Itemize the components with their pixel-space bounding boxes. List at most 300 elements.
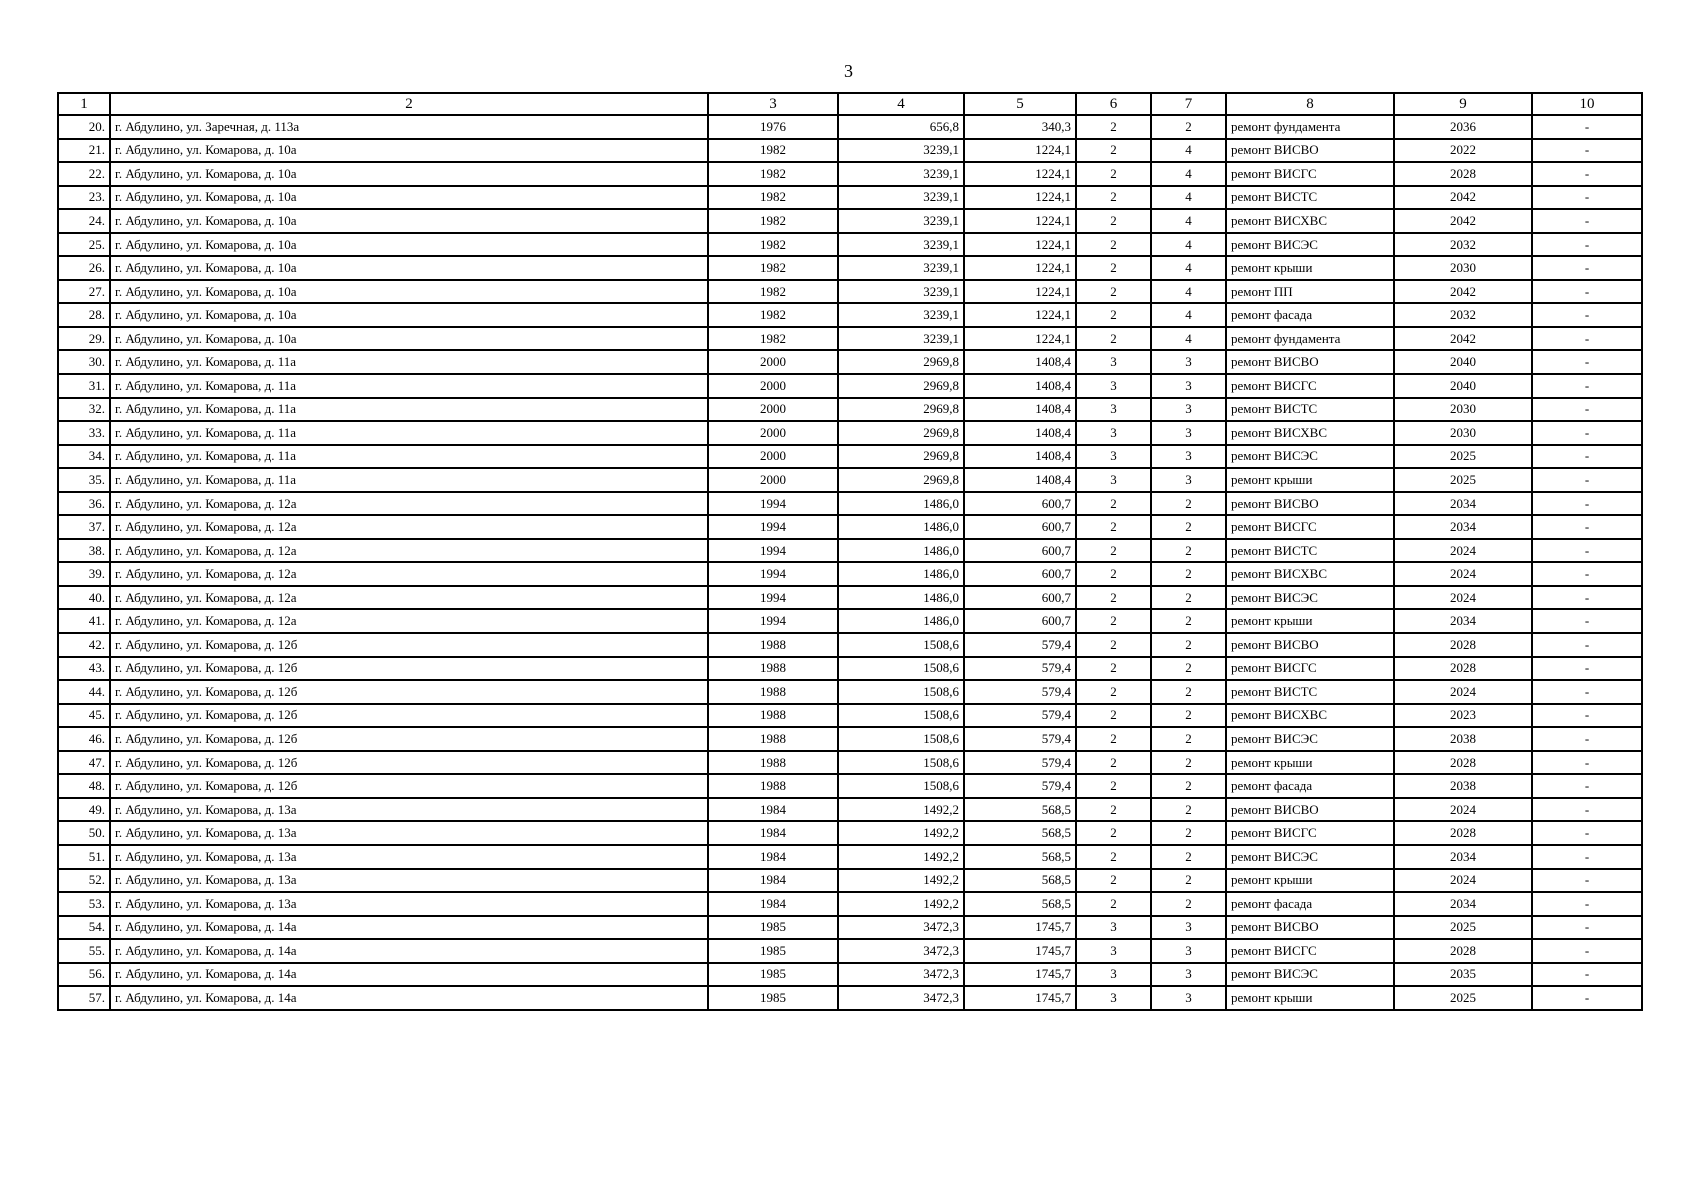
work-type-cell: ремонт ВИСВО [1226, 492, 1394, 516]
living-area-cell: 1408,4 [964, 468, 1076, 492]
living-area-cell: 600,7 [964, 515, 1076, 539]
table-row [58, 515, 1642, 539]
total-area-cell: 3472,3 [838, 986, 964, 1010]
table-row [58, 892, 1642, 916]
work-type-cell: ремонт крыши [1226, 468, 1394, 492]
row-number-cell: 54. [58, 916, 110, 940]
entrances-cell: 4 [1151, 280, 1226, 304]
planned-year-cell: 2034 [1394, 609, 1532, 633]
row-number-cell: 26. [58, 256, 110, 280]
entrances-cell: 4 [1151, 139, 1226, 163]
address-cell: г. Абдулино, ул. Комарова, д. 12б [110, 633, 708, 657]
living-area-cell: 579,4 [964, 633, 1076, 657]
row-number-cell: 55. [58, 939, 110, 963]
row-number-cell: 22. [58, 162, 110, 186]
note-cell: - [1532, 445, 1642, 469]
year-built-cell: 2000 [708, 468, 838, 492]
year-built-cell: 1988 [708, 751, 838, 775]
address-cell: г. Абдулино, ул. Комарова, д. 13а [110, 821, 708, 845]
year-built-cell: 1994 [708, 492, 838, 516]
note-cell: - [1532, 468, 1642, 492]
table-row [58, 963, 1642, 987]
floors-cell: 3 [1076, 939, 1151, 963]
entrances-cell: 2 [1151, 115, 1226, 139]
address-cell: г. Абдулино, ул. Комарова, д. 10а [110, 327, 708, 351]
note-cell: - [1532, 774, 1642, 798]
column-header: 2 [110, 93, 708, 115]
row-number-cell: 37. [58, 515, 110, 539]
row-number-cell: 48. [58, 774, 110, 798]
floors-cell: 3 [1076, 350, 1151, 374]
total-area-cell: 1492,2 [838, 821, 964, 845]
year-built-cell: 1984 [708, 821, 838, 845]
row-number-cell: 44. [58, 680, 110, 704]
entrances-cell: 2 [1151, 515, 1226, 539]
address-cell: г. Абдулино, ул. Комарова, д. 10а [110, 256, 708, 280]
address-cell: г. Абдулино, ул. Комарова, д. 10а [110, 209, 708, 233]
planned-year-cell: 2028 [1394, 633, 1532, 657]
planned-year-cell: 2024 [1394, 869, 1532, 893]
floors-cell: 2 [1076, 280, 1151, 304]
planned-year-cell: 2025 [1394, 916, 1532, 940]
column-header: 1 [58, 93, 110, 115]
entrances-cell: 2 [1151, 586, 1226, 610]
year-built-cell: 1982 [708, 162, 838, 186]
planned-year-cell: 2035 [1394, 963, 1532, 987]
note-cell: - [1532, 186, 1642, 210]
total-area-cell: 1508,6 [838, 704, 964, 728]
floors-cell: 2 [1076, 657, 1151, 681]
address-cell: г. Абдулино, ул. Комарова, д. 10а [110, 186, 708, 210]
address-cell: г. Абдулино, ул. Комарова, д. 14а [110, 986, 708, 1010]
floors-cell: 2 [1076, 515, 1151, 539]
living-area-cell: 579,4 [964, 727, 1076, 751]
row-number-cell: 28. [58, 303, 110, 327]
address-cell: г. Абдулино, ул. Комарова, д. 12б [110, 751, 708, 775]
planned-year-cell: 2028 [1394, 939, 1532, 963]
year-built-cell: 1985 [708, 963, 838, 987]
year-built-cell: 1982 [708, 327, 838, 351]
work-type-cell: ремонт ВИСГС [1226, 657, 1394, 681]
living-area-cell: 1408,4 [964, 445, 1076, 469]
table-row [58, 609, 1642, 633]
table-row [58, 374, 1642, 398]
living-area-cell: 1224,1 [964, 162, 1076, 186]
total-area-cell: 3239,1 [838, 303, 964, 327]
year-built-cell: 1988 [708, 633, 838, 657]
living-area-cell: 1408,4 [964, 350, 1076, 374]
living-area-cell: 1745,7 [964, 939, 1076, 963]
living-area-cell: 1224,1 [964, 280, 1076, 304]
table-row [58, 327, 1642, 351]
total-area-cell: 3239,1 [838, 280, 964, 304]
total-area-cell: 3239,1 [838, 327, 964, 351]
entrances-cell: 4 [1151, 233, 1226, 257]
living-area-cell: 1745,7 [964, 916, 1076, 940]
total-area-cell: 2969,8 [838, 350, 964, 374]
floors-cell: 3 [1076, 445, 1151, 469]
work-type-cell: ремонт ВИСХВС [1226, 704, 1394, 728]
table-row [58, 586, 1642, 610]
address-cell: г. Абдулино, ул. Комарова, д. 12б [110, 774, 708, 798]
address-cell: г. Абдулино, ул. Комарова, д. 10а [110, 162, 708, 186]
table-row [58, 209, 1642, 233]
table-row [58, 562, 1642, 586]
total-area-cell: 3239,1 [838, 162, 964, 186]
total-area-cell: 1492,2 [838, 892, 964, 916]
total-area-cell: 1486,0 [838, 609, 964, 633]
address-cell: г. Абдулино, ул. Комарова, д. 12б [110, 680, 708, 704]
planned-year-cell: 2025 [1394, 468, 1532, 492]
work-type-cell: ремонт ВИСЭС [1226, 845, 1394, 869]
note-cell: - [1532, 963, 1642, 987]
note-cell: - [1532, 609, 1642, 633]
address-cell: г. Абдулино, ул. Комарова, д. 12б [110, 727, 708, 751]
entrances-cell: 2 [1151, 704, 1226, 728]
floors-cell: 3 [1076, 374, 1151, 398]
note-cell: - [1532, 751, 1642, 775]
total-area-cell: 2969,8 [838, 398, 964, 422]
entrances-cell: 4 [1151, 327, 1226, 351]
address-cell: г. Абдулино, ул. Заречная, д. 113а [110, 115, 708, 139]
planned-year-cell: 2034 [1394, 892, 1532, 916]
planned-year-cell: 2022 [1394, 139, 1532, 163]
repair-schedule-table [57, 92, 1643, 1011]
address-cell: г. Абдулино, ул. Комарова, д. 12а [110, 562, 708, 586]
living-area-cell: 579,4 [964, 704, 1076, 728]
row-number-cell: 56. [58, 963, 110, 987]
work-type-cell: ремонт ВИСТС [1226, 539, 1394, 563]
column-header: 5 [964, 93, 1076, 115]
address-cell: г. Абдулино, ул. Комарова, д. 14а [110, 916, 708, 940]
total-area-cell: 3239,1 [838, 209, 964, 233]
work-type-cell: ремонт ВИСГС [1226, 939, 1394, 963]
address-cell: г. Абдулино, ул. Комарова, д. 12б [110, 657, 708, 681]
year-built-cell: 1994 [708, 515, 838, 539]
year-built-cell: 1982 [708, 209, 838, 233]
living-area-cell: 568,5 [964, 798, 1076, 822]
row-number-cell: 51. [58, 845, 110, 869]
column-header: 6 [1076, 93, 1151, 115]
note-cell: - [1532, 821, 1642, 845]
table-row [58, 303, 1642, 327]
entrances-cell: 3 [1151, 398, 1226, 422]
work-type-cell: ремонт ВИСГС [1226, 374, 1394, 398]
planned-year-cell: 2028 [1394, 162, 1532, 186]
floors-cell: 2 [1076, 139, 1151, 163]
address-cell: г. Абдулино, ул. Комарова, д. 13а [110, 892, 708, 916]
floors-cell: 2 [1076, 327, 1151, 351]
address-cell: г. Абдулино, ул. Комарова, д. 11а [110, 421, 708, 445]
year-built-cell: 2000 [708, 421, 838, 445]
note-cell: - [1532, 209, 1642, 233]
planned-year-cell: 2028 [1394, 657, 1532, 681]
row-number-cell: 35. [58, 468, 110, 492]
table-row [58, 186, 1642, 210]
total-area-cell: 1486,0 [838, 586, 964, 610]
entrances-cell: 2 [1151, 869, 1226, 893]
work-type-cell: ремонт ВИСВО [1226, 633, 1394, 657]
work-type-cell: ремонт ВИСВО [1226, 916, 1394, 940]
total-area-cell: 2969,8 [838, 421, 964, 445]
row-number-cell: 39. [58, 562, 110, 586]
living-area-cell: 579,4 [964, 657, 1076, 681]
column-header: 10 [1532, 93, 1642, 115]
total-area-cell: 1508,6 [838, 727, 964, 751]
row-number-cell: 40. [58, 586, 110, 610]
living-area-cell: 600,7 [964, 586, 1076, 610]
work-type-cell: ремонт фундамента [1226, 327, 1394, 351]
floors-cell: 2 [1076, 751, 1151, 775]
total-area-cell: 1508,6 [838, 633, 964, 657]
work-type-cell: ремонт ВИСХВС [1226, 209, 1394, 233]
work-type-cell: ремонт ВИСВО [1226, 798, 1394, 822]
table-row [58, 845, 1642, 869]
floors-cell: 3 [1076, 963, 1151, 987]
work-type-cell: ремонт фасада [1226, 303, 1394, 327]
entrances-cell: 3 [1151, 939, 1226, 963]
table-row [58, 492, 1642, 516]
floors-cell: 2 [1076, 539, 1151, 563]
address-cell: г. Абдулино, ул. Комарова, д. 13а [110, 798, 708, 822]
work-type-cell: ремонт ВИСХВС [1226, 421, 1394, 445]
address-cell: г. Абдулино, ул. Комарова, д. 12а [110, 609, 708, 633]
work-type-cell: ремонт ВИСТС [1226, 398, 1394, 422]
year-built-cell: 2000 [708, 350, 838, 374]
entrances-cell: 2 [1151, 774, 1226, 798]
column-header: 8 [1226, 93, 1394, 115]
year-built-cell: 1976 [708, 115, 838, 139]
work-type-cell: ремонт фасада [1226, 892, 1394, 916]
table-row [58, 680, 1642, 704]
row-number-cell: 57. [58, 986, 110, 1010]
row-number-cell: 41. [58, 609, 110, 633]
work-type-cell: ремонт ВИСЭС [1226, 727, 1394, 751]
total-area-cell: 1486,0 [838, 539, 964, 563]
note-cell: - [1532, 986, 1642, 1010]
table-row [58, 115, 1642, 139]
note-cell: - [1532, 939, 1642, 963]
table-row [58, 916, 1642, 940]
entrances-cell: 4 [1151, 209, 1226, 233]
entrances-cell: 2 [1151, 751, 1226, 775]
year-built-cell: 1982 [708, 186, 838, 210]
total-area-cell: 656,8 [838, 115, 964, 139]
note-cell: - [1532, 303, 1642, 327]
living-area-cell: 579,4 [964, 774, 1076, 798]
address-cell: г. Абдулино, ул. Комарова, д. 10а [110, 139, 708, 163]
planned-year-cell: 2024 [1394, 680, 1532, 704]
entrances-cell: 2 [1151, 492, 1226, 516]
year-built-cell: 1988 [708, 727, 838, 751]
entrances-cell: 4 [1151, 162, 1226, 186]
total-area-cell: 2969,8 [838, 445, 964, 469]
floors-cell: 2 [1076, 492, 1151, 516]
year-built-cell: 2000 [708, 445, 838, 469]
planned-year-cell: 2024 [1394, 586, 1532, 610]
note-cell: - [1532, 892, 1642, 916]
planned-year-cell: 2034 [1394, 845, 1532, 869]
entrances-cell: 2 [1151, 562, 1226, 586]
floors-cell: 2 [1076, 562, 1151, 586]
address-cell: г. Абдулино, ул. Комарова, д. 11а [110, 398, 708, 422]
address-cell: г. Абдулино, ул. Комарова, д. 11а [110, 350, 708, 374]
note-cell: - [1532, 280, 1642, 304]
entrances-cell: 2 [1151, 845, 1226, 869]
planned-year-cell: 2042 [1394, 186, 1532, 210]
floors-cell: 3 [1076, 398, 1151, 422]
note-cell: - [1532, 539, 1642, 563]
table-row [58, 727, 1642, 751]
living-area-cell: 600,7 [964, 609, 1076, 633]
entrances-cell: 2 [1151, 821, 1226, 845]
note-cell: - [1532, 845, 1642, 869]
table-row [58, 657, 1642, 681]
table-row [58, 798, 1642, 822]
floors-cell: 2 [1076, 303, 1151, 327]
entrances-cell: 2 [1151, 633, 1226, 657]
floors-cell: 3 [1076, 916, 1151, 940]
total-area-cell: 2969,8 [838, 468, 964, 492]
table-row [58, 751, 1642, 775]
row-number-cell: 38. [58, 539, 110, 563]
planned-year-cell: 2028 [1394, 821, 1532, 845]
planned-year-cell: 2042 [1394, 327, 1532, 351]
table-row [58, 350, 1642, 374]
work-type-cell: ремонт фундамента [1226, 115, 1394, 139]
total-area-cell: 1486,0 [838, 492, 964, 516]
address-cell: г. Абдулино, ул. Комарова, д. 11а [110, 445, 708, 469]
table-row [58, 869, 1642, 893]
note-cell: - [1532, 515, 1642, 539]
year-built-cell: 1982 [708, 233, 838, 257]
floors-cell: 2 [1076, 821, 1151, 845]
floors-cell: 2 [1076, 609, 1151, 633]
total-area-cell: 3239,1 [838, 233, 964, 257]
address-cell: г. Абдулино, ул. Комарова, д. 12а [110, 539, 708, 563]
column-header: 4 [838, 93, 964, 115]
table-row [58, 233, 1642, 257]
address-cell: г. Абдулино, ул. Комарова, д. 14а [110, 939, 708, 963]
entrances-cell: 3 [1151, 421, 1226, 445]
year-built-cell: 2000 [708, 398, 838, 422]
note-cell: - [1532, 374, 1642, 398]
year-built-cell: 1982 [708, 280, 838, 304]
note-cell: - [1532, 633, 1642, 657]
row-number-cell: 32. [58, 398, 110, 422]
planned-year-cell: 2038 [1394, 727, 1532, 751]
entrances-cell: 2 [1151, 657, 1226, 681]
work-type-cell: ремонт крыши [1226, 256, 1394, 280]
note-cell: - [1532, 562, 1642, 586]
address-cell: г. Абдулино, ул. Комарова, д. 10а [110, 233, 708, 257]
planned-year-cell: 2032 [1394, 233, 1532, 257]
address-cell: г. Абдулино, ул. Комарова, д. 12б [110, 704, 708, 728]
living-area-cell: 568,5 [964, 821, 1076, 845]
table-row [58, 774, 1642, 798]
work-type-cell: ремонт крыши [1226, 609, 1394, 633]
note-cell: - [1532, 586, 1642, 610]
table-row [58, 162, 1642, 186]
floors-cell: 2 [1076, 115, 1151, 139]
total-area-cell: 3239,1 [838, 256, 964, 280]
total-area-cell: 3472,3 [838, 939, 964, 963]
planned-year-cell: 2034 [1394, 515, 1532, 539]
table-row [58, 633, 1642, 657]
planned-year-cell: 2024 [1394, 562, 1532, 586]
address-cell: г. Абдулино, ул. Комарова, д. 13а [110, 869, 708, 893]
total-area-cell: 3239,1 [838, 186, 964, 210]
living-area-cell: 568,5 [964, 892, 1076, 916]
total-area-cell: 3472,3 [838, 916, 964, 940]
work-type-cell: ремонт крыши [1226, 751, 1394, 775]
note-cell: - [1532, 657, 1642, 681]
row-number-cell: 30. [58, 350, 110, 374]
planned-year-cell: 2032 [1394, 303, 1532, 327]
row-number-cell: 50. [58, 821, 110, 845]
entrances-cell: 2 [1151, 892, 1226, 916]
planned-year-cell: 2040 [1394, 350, 1532, 374]
work-type-cell: ремонт фасада [1226, 774, 1394, 798]
address-cell: г. Абдулино, ул. Комарова, д. 12а [110, 515, 708, 539]
address-cell: г. Абдулино, ул. Комарова, д. 10а [110, 280, 708, 304]
floors-cell: 2 [1076, 727, 1151, 751]
planned-year-cell: 2024 [1394, 539, 1532, 563]
total-area-cell: 1508,6 [838, 680, 964, 704]
living-area-cell: 1224,1 [964, 209, 1076, 233]
column-header: 3 [708, 93, 838, 115]
work-type-cell: ремонт ПП [1226, 280, 1394, 304]
page-number: 3 [844, 61, 853, 81]
work-type-cell: ремонт ВИСГС [1226, 821, 1394, 845]
year-built-cell: 1994 [708, 586, 838, 610]
living-area-cell: 340,3 [964, 115, 1076, 139]
floors-cell: 2 [1076, 774, 1151, 798]
address-cell: г. Абдулино, ул. Комарова, д. 11а [110, 374, 708, 398]
entrances-cell: 2 [1151, 798, 1226, 822]
row-number-cell: 47. [58, 751, 110, 775]
entrances-cell: 3 [1151, 963, 1226, 987]
year-built-cell: 2000 [708, 374, 838, 398]
planned-year-cell: 2034 [1394, 492, 1532, 516]
row-number-cell: 36. [58, 492, 110, 516]
note-cell: - [1532, 421, 1642, 445]
note-cell: - [1532, 139, 1642, 163]
work-type-cell: ремонт ВИСВО [1226, 350, 1394, 374]
work-type-cell: ремонт ВИСГС [1226, 515, 1394, 539]
row-number-cell: 52. [58, 869, 110, 893]
note-cell: - [1532, 327, 1642, 351]
floors-cell: 2 [1076, 680, 1151, 704]
work-type-cell: ремонт ВИСЭС [1226, 586, 1394, 610]
entrances-cell: 2 [1151, 609, 1226, 633]
living-area-cell: 1224,1 [964, 327, 1076, 351]
living-area-cell: 579,4 [964, 751, 1076, 775]
floors-cell: 2 [1076, 256, 1151, 280]
year-built-cell: 1994 [708, 562, 838, 586]
year-built-cell: 1985 [708, 916, 838, 940]
year-built-cell: 1984 [708, 892, 838, 916]
planned-year-cell: 2030 [1394, 256, 1532, 280]
table-row [58, 939, 1642, 963]
row-number-cell: 31. [58, 374, 110, 398]
note-cell: - [1532, 398, 1642, 422]
row-number-cell: 21. [58, 139, 110, 163]
year-built-cell: 1988 [708, 680, 838, 704]
year-built-cell: 1988 [708, 657, 838, 681]
living-area-cell: 600,7 [964, 539, 1076, 563]
table-row [58, 421, 1642, 445]
